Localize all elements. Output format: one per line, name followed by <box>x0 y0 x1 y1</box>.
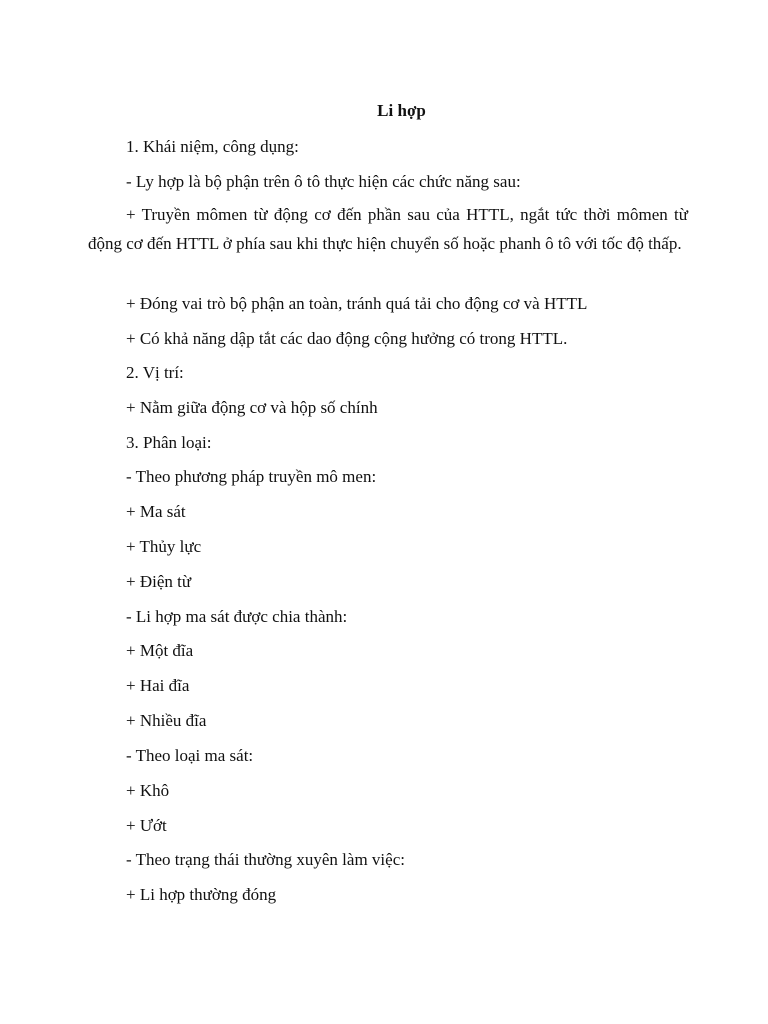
body-line: + Đóng vai trò bộ phận an toàn, tránh quá tải cho động cơ và HTTL <box>126 294 588 313</box>
section-heading: 1. Khái niệm, công dụng: <box>126 137 299 156</box>
document-title: Li hợp <box>377 101 426 120</box>
list-item: + Một đĩa <box>126 641 194 660</box>
list-item: + Ướt <box>126 816 167 835</box>
body-line: + Nằm giữa động cơ và hộp số chính <box>126 398 378 417</box>
list-item: + Khô <box>126 781 170 800</box>
list-item: + Điện từ <box>126 572 192 591</box>
body-line: + Có khả năng dập tắt các dao động cộng hưởng có trong HTTL. <box>126 329 568 348</box>
section-heading: 3. Phân loại: <box>126 433 212 452</box>
list-item: + Thủy lực <box>126 537 202 556</box>
list-item: + Nhiều đĩa <box>126 711 207 730</box>
list-item: + Hai đĩa <box>126 676 190 695</box>
body-line: - Theo loại ma sát: <box>126 746 254 765</box>
list-item: + Ma sát <box>126 502 186 521</box>
body-line: - Li hợp ma sát được chia thành: <box>126 607 348 626</box>
body-line: - Theo trạng thái thường xuyên làm việc: <box>126 850 405 869</box>
body-line: - Ly hợp là bộ phận trên ô tô thực hiện các chức năng sau: <box>126 172 521 191</box>
section-heading: 2. Vị trí: <box>126 363 184 382</box>
body-line: - Theo phương pháp truyền mô men: <box>126 467 377 486</box>
body-paragraph: + Truyền mômen từ động cơ đến phần sau của HTTL, ngắt tức thời mômen từ động cơ đến HTTL ở phía sau khi thực hiện chuyển số hoặc phanh ô tô với tốc độ thấp. <box>88 205 688 253</box>
list-item: + Li hợp thường đóng <box>126 885 277 904</box>
